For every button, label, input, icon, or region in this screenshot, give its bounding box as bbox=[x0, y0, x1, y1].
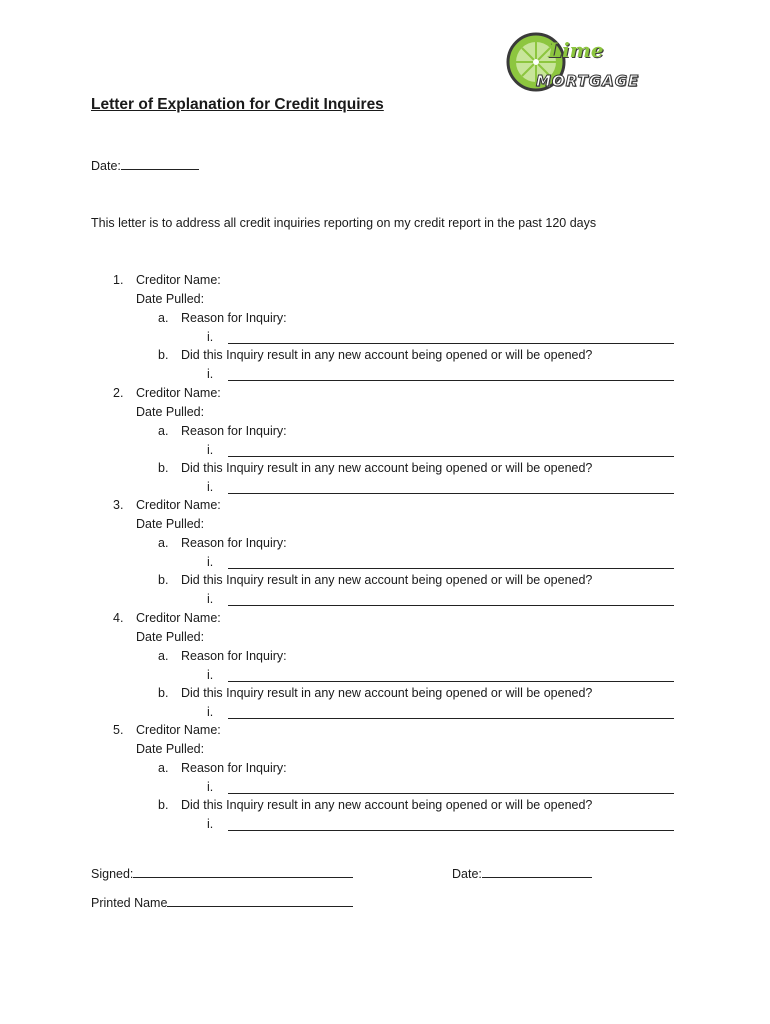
question-text: Did this Inquiry result in any new account being opened or will be opened? bbox=[181, 798, 593, 812]
answer-roman: i. bbox=[207, 817, 214, 831]
signature-field[interactable] bbox=[133, 865, 353, 878]
creditor-name-label: Creditor Name: bbox=[136, 273, 221, 287]
reason-label: Reason for Inquiry: bbox=[181, 424, 287, 438]
reason-answer-line[interactable] bbox=[228, 568, 674, 569]
reason-marker: a. bbox=[158, 424, 169, 438]
item-number: 3. bbox=[113, 498, 124, 512]
lime-mortgage-logo bbox=[500, 28, 648, 100]
intro-text: This letter is to address all credit inquiries reporting on my credit report in the past 120 days bbox=[91, 216, 597, 230]
opened-answer-line[interactable] bbox=[228, 380, 674, 381]
signed-label: Signed: bbox=[91, 867, 134, 881]
reason-label: Reason for Inquiry: bbox=[181, 649, 287, 663]
reason-answer-line[interactable] bbox=[228, 456, 674, 457]
date-pulled-label: Date Pulled: bbox=[136, 742, 205, 756]
reason-label: Reason for Inquiry: bbox=[181, 536, 287, 550]
question-text: Did this Inquiry result in any new account being opened or will be opened? bbox=[181, 686, 593, 700]
logo-word-lime: Lime bbox=[548, 38, 604, 62]
footer-date-label: Date: bbox=[452, 867, 482, 881]
question-text: Did this Inquiry result in any new account being opened or will be opened? bbox=[181, 348, 593, 362]
date-label: Date: bbox=[91, 159, 121, 173]
creditor-name-label: Creditor Name: bbox=[136, 386, 221, 400]
reason-roman: i. bbox=[207, 330, 214, 344]
answer-roman: i. bbox=[207, 592, 214, 606]
question-text: Did this Inquiry result in any new account being opened or will be opened? bbox=[181, 461, 593, 475]
reason-answer-line[interactable] bbox=[228, 343, 674, 344]
reason-answer-line[interactable] bbox=[228, 793, 674, 794]
item-number: 4. bbox=[113, 611, 124, 625]
reason-roman: i. bbox=[207, 668, 214, 682]
creditor-name-label: Creditor Name: bbox=[136, 723, 221, 737]
reason-roman: i. bbox=[207, 555, 214, 569]
reason-answer-line[interactable] bbox=[228, 681, 674, 682]
page-title: Letter of Explanation for Credit Inquires bbox=[91, 96, 384, 113]
date-field[interactable] bbox=[121, 157, 199, 170]
opened-answer-line[interactable] bbox=[228, 830, 674, 831]
question-marker: b. bbox=[158, 573, 169, 587]
reason-roman: i. bbox=[207, 443, 214, 457]
footer-date-row bbox=[452, 865, 592, 881]
question-marker: b. bbox=[158, 686, 169, 700]
reason-marker: a. bbox=[158, 649, 169, 663]
signed-row bbox=[91, 865, 353, 881]
question-marker: b. bbox=[158, 348, 169, 362]
printed-name-label: Printed Name bbox=[91, 896, 168, 910]
date-row bbox=[91, 157, 199, 173]
answer-roman: i. bbox=[207, 705, 214, 719]
date-pulled-label: Date Pulled: bbox=[136, 292, 205, 306]
printed-name-field[interactable] bbox=[167, 894, 353, 907]
item-number: 1. bbox=[113, 273, 124, 287]
footer-date-field[interactable] bbox=[482, 865, 592, 878]
reason-marker: a. bbox=[158, 311, 169, 325]
logo-word-mortgage: MORTGAGE bbox=[536, 72, 640, 90]
answer-roman: i. bbox=[207, 367, 214, 381]
printed-name-row bbox=[91, 894, 353, 910]
item-number: 2. bbox=[113, 386, 124, 400]
question-marker: b. bbox=[158, 461, 169, 475]
opened-answer-line[interactable] bbox=[228, 605, 674, 606]
date-pulled-label: Date Pulled: bbox=[136, 405, 205, 419]
creditor-name-label: Creditor Name: bbox=[136, 498, 221, 512]
answer-roman: i. bbox=[207, 480, 214, 494]
reason-roman: i. bbox=[207, 780, 214, 794]
reason-marker: a. bbox=[158, 761, 169, 775]
creditor-name-label: Creditor Name: bbox=[136, 611, 221, 625]
reason-marker: a. bbox=[158, 536, 169, 550]
opened-answer-line[interactable] bbox=[228, 718, 674, 719]
reason-label: Reason for Inquiry: bbox=[181, 311, 287, 325]
opened-answer-line[interactable] bbox=[228, 493, 674, 494]
question-marker: b. bbox=[158, 798, 169, 812]
date-pulled-label: Date Pulled: bbox=[136, 517, 205, 531]
date-pulled-label: Date Pulled: bbox=[136, 630, 205, 644]
reason-label: Reason for Inquiry: bbox=[181, 761, 287, 775]
question-text: Did this Inquiry result in any new account being opened or will be opened? bbox=[181, 573, 593, 587]
item-number: 5. bbox=[113, 723, 124, 737]
